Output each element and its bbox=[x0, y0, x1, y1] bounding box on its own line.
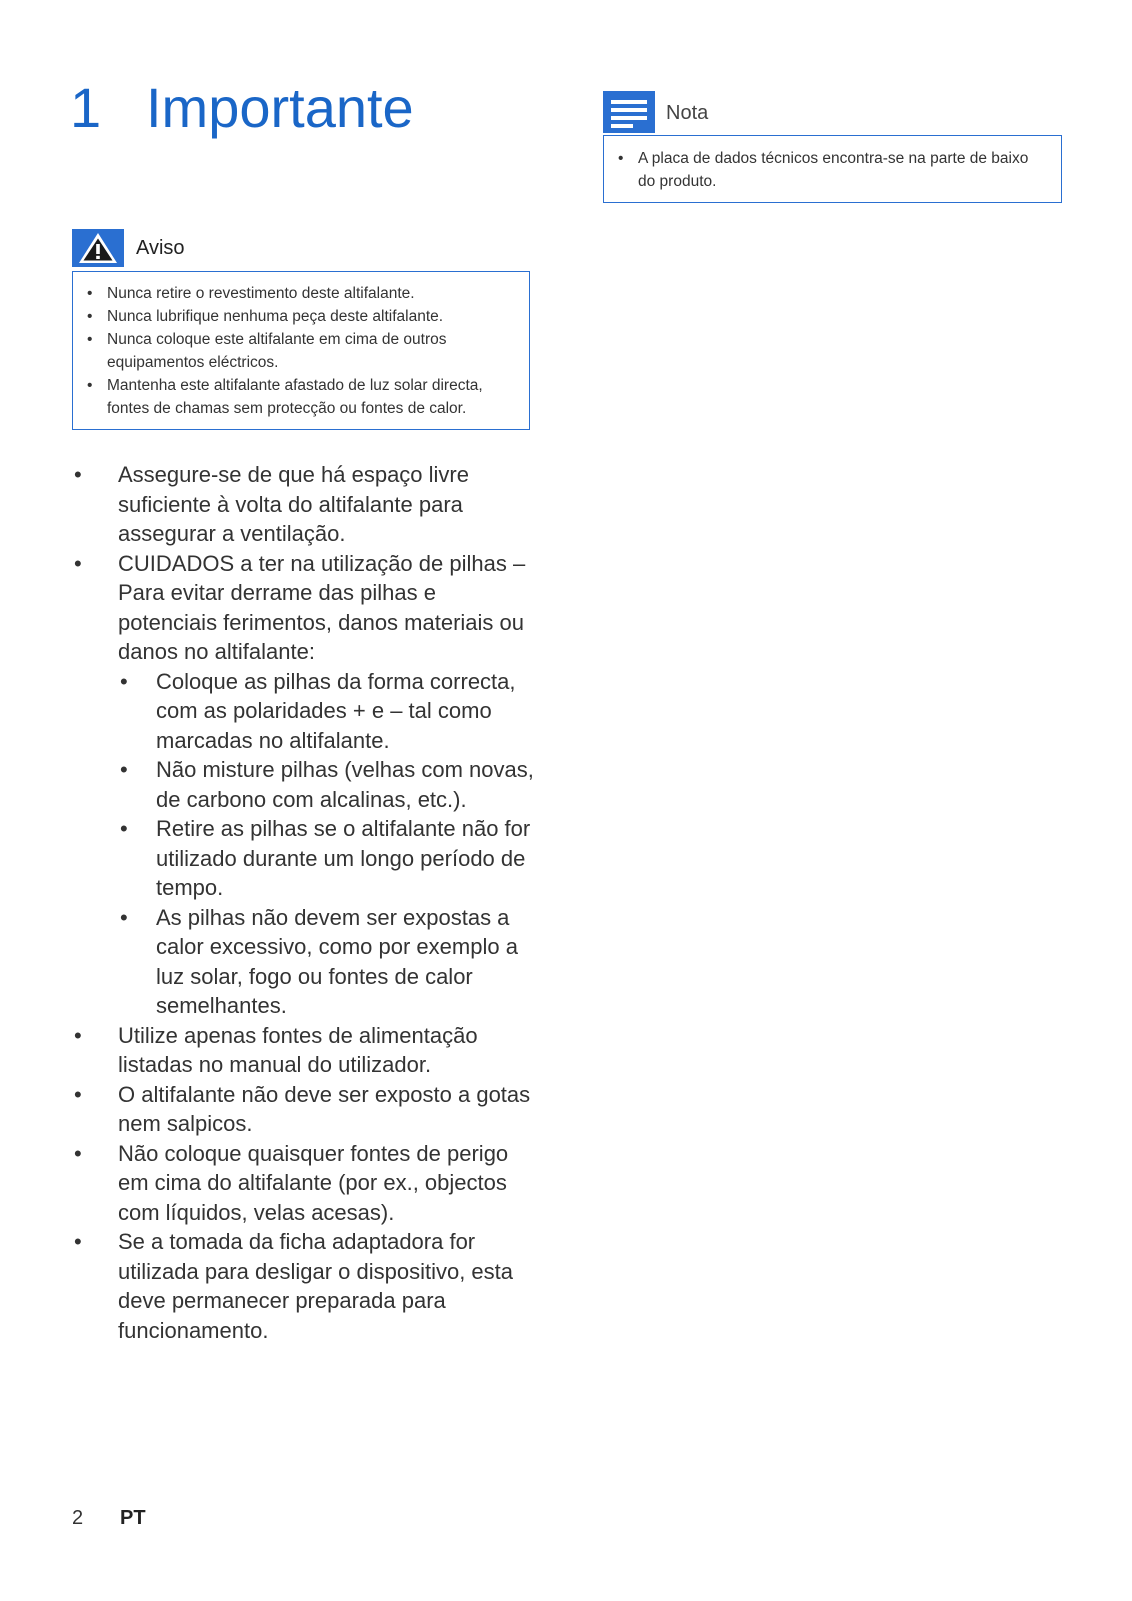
warning-title: Aviso bbox=[136, 237, 185, 259]
warning-box bbox=[72, 271, 530, 430]
sub-list-item: • Retire as pilhas se o altifalante não for utilizado durante um longo período de tempo. bbox=[156, 814, 538, 903]
list-item: • Se a tomada da ficha adaptadora for utilizada para desligar o dispositivo, esta deve permanecer preparada para funcionamento. bbox=[118, 1227, 538, 1345]
warning-header bbox=[72, 229, 472, 267]
warning-triangle-icon bbox=[72, 229, 124, 267]
sub-list-item: • As pilhas não devem ser expostas a calor excessivo, como por exemplo a luz solar, fogo ou fontes de calor semelhantes. bbox=[156, 903, 538, 1021]
battery-sublist bbox=[118, 667, 538, 1021]
note-title: Nota bbox=[666, 102, 709, 124]
warning-list bbox=[107, 282, 523, 420]
list-item: • Nunca coloque este altifalante em cima de outros equipamentos eléctricos. bbox=[107, 328, 523, 374]
list-item: • O altifalante não deve ser exposto a gotas nem salpicos. bbox=[118, 1080, 538, 1139]
page-title bbox=[70, 74, 414, 142]
note-header bbox=[603, 91, 1003, 133]
list-item: • Nunca retire o revestimento deste altifalante. bbox=[107, 282, 523, 305]
list-item: • A placa de dados técnicos encontra-se na parte de baixo do produto. bbox=[638, 147, 1048, 193]
note-box bbox=[603, 135, 1062, 203]
page-footer bbox=[72, 1505, 146, 1531]
sub-list-item: • Coloque as pilhas da forma correcta, com as polaridades + e – tal como marcadas no altifalante. bbox=[156, 667, 538, 756]
note-lines-icon bbox=[603, 91, 655, 133]
note-list bbox=[638, 147, 1048, 193]
list-item: • Nunca lubrifique nenhuma peça deste altifalante. bbox=[107, 305, 523, 328]
chapter-title: Importante bbox=[146, 76, 414, 139]
language-code: PT bbox=[120, 1507, 146, 1529]
list-item: • Não coloque quaisquer fontes de perigo em cima do altifalante (por ex., objectos com líquidos, velas acesas). bbox=[118, 1139, 538, 1228]
list-item bbox=[118, 549, 538, 1021]
list-item-text: CUIDADOS a ter na utilização de pilhas – Para evitar derrame das pilhas e potenciais ferimentos, danos materiais ou danos no altifalante: bbox=[118, 550, 526, 664]
list-item: • Mantenha este altifalante afastado de luz solar directa, fontes de chamas sem protecção ou fontes de calor. bbox=[107, 374, 523, 420]
page-number: 2 bbox=[72, 1507, 84, 1529]
safety-list bbox=[118, 460, 538, 1345]
list-item: • Assegure-se de que há espaço livre suficiente à volta do altifalante para assegurar a ventilação. bbox=[118, 460, 538, 549]
list-item: • Utilize apenas fontes de alimentação listadas no manual do utilizador. bbox=[118, 1021, 538, 1080]
chapter-number: 1 bbox=[70, 76, 102, 139]
sub-list-item: • Não misture pilhas (velhas com novas, de carbono com alcalinas, etc.). bbox=[156, 755, 538, 814]
